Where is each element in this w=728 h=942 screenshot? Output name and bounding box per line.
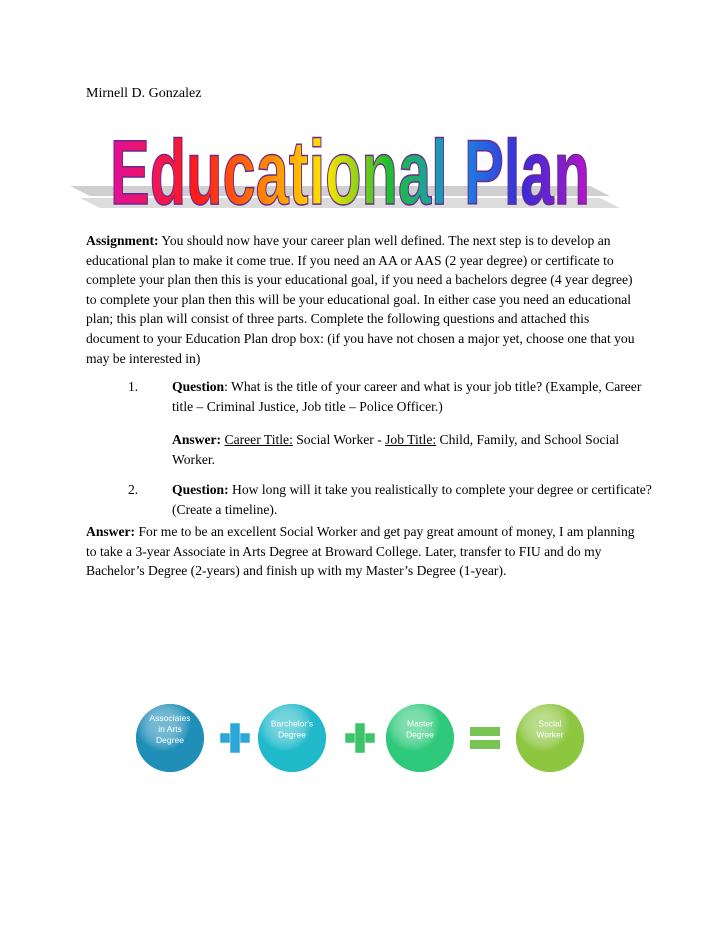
degree-flow-svg — [130, 700, 600, 780]
flow-step-label: Degree — [156, 735, 184, 745]
question-1-number: 1. — [128, 379, 139, 394]
career-title-value: Social Worker - — [292, 432, 386, 447]
answer-1-label: Answer: — [172, 432, 222, 447]
flow-step-label: Barchelor's — [270, 718, 314, 729]
answer-2-label: Answer: — [86, 524, 136, 539]
assignment-text: You should now have your career plan well defined. The next step is to develop an educational plan to make it come true. If you need an AA or AAS (2 year degree) or certificate to complete your plan then this is your educational goal, if you need a bachelors degree (4 year degree) to complete your plan then this will be your educational goal. In either case you need an educational plan; this plan will consist of three parts. Complete the following questions and attached this document to your Education Plan drop box: (if you have not chosen a major yet, choose one that you may be interested in) — [86, 233, 635, 366]
assignment-label: Assignment: — [86, 233, 159, 248]
flow-step-label: Social — [538, 718, 562, 729]
degree-flow-diagram — [130, 700, 600, 780]
question-1-text: : What is the title of your career and what is your job title? (Example, Career title – Criminal Justice, Job title – Police Officer.) — [172, 379, 642, 414]
author-name: Mirnell D. Gonzalez — [86, 86, 202, 101]
question-2-label: Question: — [172, 482, 229, 497]
equals-icon — [470, 727, 500, 749]
plus-icon — [220, 723, 250, 753]
question-2-number: 2. — [128, 482, 139, 497]
assignment-paragraph — [86, 231, 646, 368]
title-text: Educational Plan — [110, 122, 590, 222]
flow-step-3 — [386, 704, 454, 772]
flow-step-label: in Arts — [158, 724, 182, 734]
flow-step-label: Master — [407, 718, 433, 729]
flow-step-1 — [136, 704, 204, 772]
flow-step-label: Associates — [149, 713, 191, 723]
answer-2 — [86, 522, 646, 581]
flow-step-4 — [516, 704, 584, 772]
flow-step-2 — [258, 704, 326, 772]
flow-step-label: Worker — [536, 729, 564, 740]
title-wordart — [70, 112, 630, 222]
flow-step-label: Degree — [406, 729, 434, 740]
question-1 — [128, 377, 652, 416]
job-title-value: Child, Family, and School Social Worker. — [172, 432, 620, 467]
question-2 — [128, 480, 652, 519]
plus-icon — [345, 723, 375, 753]
question-1-label: Question — [172, 379, 225, 394]
flow-step-label: Degree — [278, 729, 306, 740]
answer-2-text: For me to be an excellent Social Worker and get pay great amount of money, I am planning to take a 3-year Associate in Arts Degree at Broward College. Later, transfer to FIU and do my Bachelor’s Degree (2-years) and finish up with my Master’s Degree (1-year). — [86, 524, 635, 579]
career-title-label: Career Title: — [224, 432, 293, 447]
question-2-text: How long will it take you realistically to complete your degree or certificate? (Create a timeline). — [172, 482, 652, 517]
job-title-label: Job Title: — [385, 432, 437, 447]
title-wordart-svg — [70, 112, 630, 222]
answer-1 — [172, 430, 632, 469]
